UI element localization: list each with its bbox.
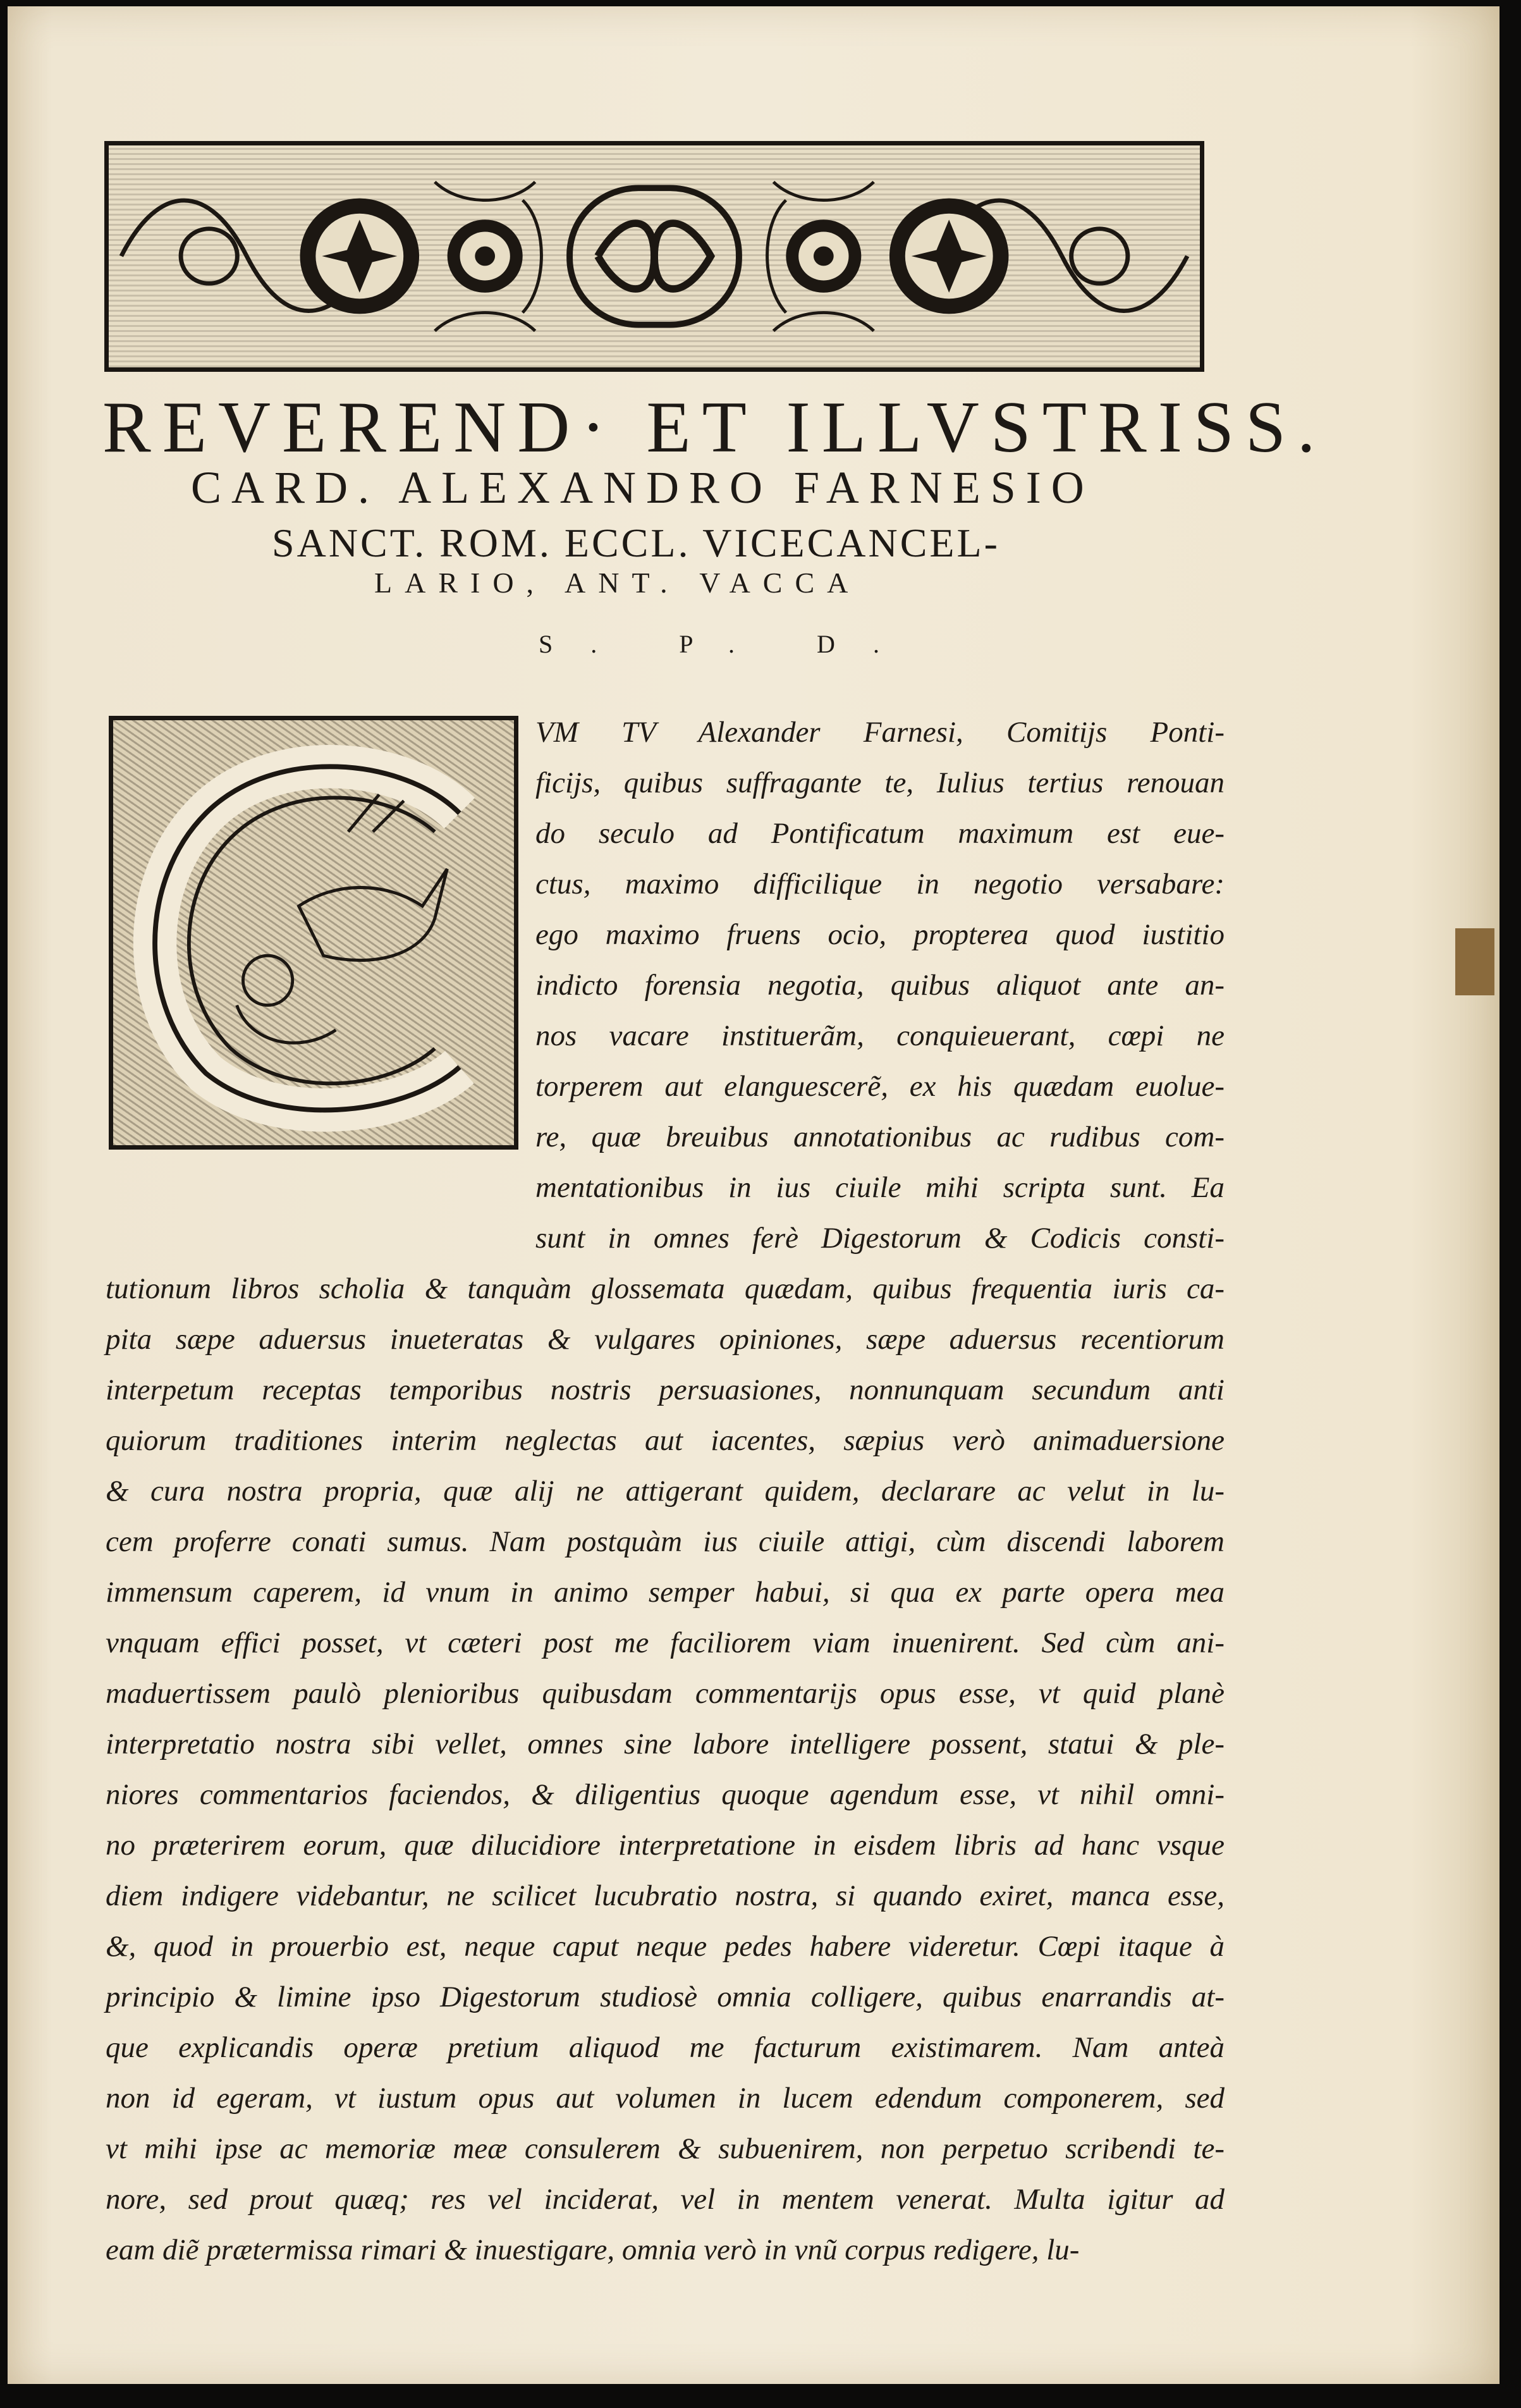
dedication-heading-line-3: SANCT. ROM. ECCL. VICECANCEL-: [272, 520, 1000, 565]
text-line: niores commentarios faciendos, & diligentius quoque agendum esse, vt nihil omni-: [106, 1778, 1225, 1811]
text-line: maduertissem paulò plenioribus quibusdam commentarijs opus esse, vt quid planè: [106, 1677, 1225, 1710]
text-line: VM TV Alexander Farnesi, Comitijs Ponti-: [535, 716, 1225, 749]
text-line: vnquam effici posset, vt cæteri post me faciliorem viam inuenirent. Sed cùm ani-: [106, 1626, 1225, 1659]
dedication-heading-line-2: CARD. ALEXANDRO FARNESIO: [191, 462, 1094, 513]
ornamental-headpiece: [104, 141, 1204, 372]
text-line: diem indigere videbantur, ne scilicet lucubratio nostra, si quando exiret, manca esse,: [106, 1879, 1225, 1912]
text-line: ego maximo fruens ocio, propterea quod iustitio: [535, 918, 1225, 951]
text-line: torperem aut elanguescerẽ, ex his quædam euolue-: [535, 1070, 1225, 1103]
text-line: mentationibus in ius ciuile mihi scripta sunt. Ea: [535, 1171, 1225, 1204]
text-line: vt mihi ipse ac memoriæ meæ consulerem & subuenirem, non perpetuo scribendi te-: [106, 2132, 1225, 2165]
text-line: pita sæpe aduersus inueteratas & vulgares opiniones, sæpe aduersus recentiorum: [106, 1323, 1225, 1356]
text-line: interpretatio nostra sibi vellet, omnes sine labore intelligere possent, statui & ple-: [106, 1728, 1225, 1760]
text-line: sunt in omnes ferè Digestorum & Codicis consti-: [535, 1222, 1225, 1255]
woodcut-initial-c: [109, 716, 518, 1150]
text-line: & cura nostra propria, quæ alij ne attigerant quidem, declarare ac velut in lu-: [106, 1475, 1225, 1508]
text-line: que explicandis operæ pretium aliquod me facturum existimarem. Nam anteà: [106, 2031, 1225, 2064]
text-line: tutionum libros scholia & tanquàm glossemata quædam, quibus frequentia iuris ca-: [106, 1272, 1225, 1305]
text-line: &, quod in prouerbio est, neque caput neque pedes habere videretur. Cœpi itaque à: [106, 1930, 1225, 1963]
page-tab-marker: [1455, 928, 1494, 995]
text-line: ctus, maximo difficilique in negotio versabare:: [535, 868, 1225, 900]
text-line: non id egeram, vt iustum opus aut volumen in lucem edendum componerem, sed: [106, 2082, 1225, 2115]
salutation: S. P. D.: [539, 630, 917, 658]
text-line: eam diẽ prætermissa rimari & inuestigare, omnia verò in vnũ corpus redigere, lu-: [106, 2233, 1080, 2266]
text-line: interpetum receptas temporibus nostris persuasiones, nonnunquam secundum anti: [106, 1373, 1225, 1406]
text-line: do seculo ad Pontificatum maximum est eue-: [535, 817, 1225, 850]
text-line: no præterirem eorum, quæ dilucidiore interpretatione in eisdem libris ad hanc vsque: [106, 1829, 1225, 1862]
text-line: re, quæ breuibus annotationibus ac rudibus com-: [535, 1121, 1225, 1153]
text-line: quiorum traditiones interim neglectas aut iacentes, sæpius verò animaduersione: [106, 1424, 1225, 1457]
book-page: [8, 6, 1500, 2384]
text-line: indicto forensia negotia, quibus aliquot ante an-: [535, 969, 1225, 1002]
text-line: ficijs, quibus suffragante te, Iulius tertius renouan: [535, 766, 1225, 799]
text-line: nore, sed prout quæq; res vel inciderat, vel in mentem venerat. Multa igitur ad: [106, 2183, 1225, 2216]
text-line: cem proferre conati sumus. Nam postquàm ius ciuile attigi, cùm discendi laborem: [106, 1525, 1225, 1558]
dedication-heading-line-1: REVEREND· ET ILLVSTRISS.: [102, 387, 1327, 467]
text-line: nos vacare instituerãm, conquieuerant, cœpi ne: [535, 1019, 1225, 1052]
text-line: immensum caperem, id vnum in animo semper habui, si qua ex parte opera mea: [106, 1576, 1225, 1609]
text-line: principio & limine ipso Digestorum studiosè omnia colligere, quibus enarrandis at-: [106, 1981, 1225, 2013]
dedication-heading-line-4: LARIO, ANT. VACCA: [374, 567, 861, 599]
